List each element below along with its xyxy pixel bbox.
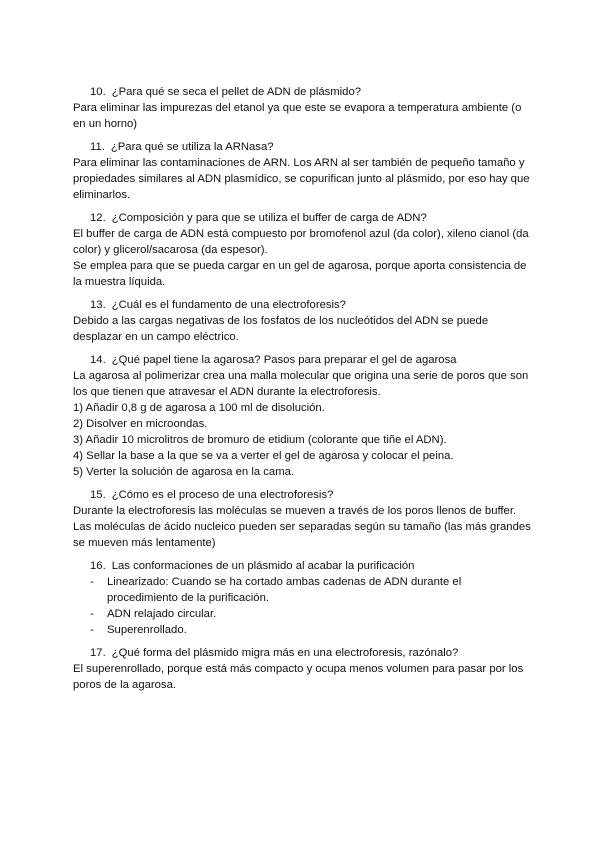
list-item-text: Linearizado: Cuando se ha cortado ambas cadenas de ADN durante el procedimiento de la purificación. bbox=[107, 576, 462, 604]
question-text: ¿Composición y para que se utiliza el buffer de carga de ADN? bbox=[111, 212, 427, 224]
question-text: Las conformaciones de un plásmido al acabar la purificación bbox=[111, 560, 415, 572]
question-number: 13. bbox=[90, 299, 106, 311]
question-text: ¿Cómo es el proceso de una electroforesis? bbox=[111, 489, 334, 501]
step-item: 1) Añadir 0,8 g de agarosa a 100 ml de disolución. bbox=[73, 402, 325, 414]
question-text: ¿Para qué se seca el pellet de ADN de plásmido? bbox=[111, 86, 362, 98]
question-number: 12. bbox=[90, 212, 106, 224]
question-block-15 bbox=[73, 487, 533, 551]
answer-paragraph: La agarosa al polimerizar crea una malla molecular que origina una serie de poros que son los que tienen que atravesar el ADN durante la electroforesis. bbox=[73, 370, 529, 398]
question-block-13 bbox=[73, 297, 533, 345]
question-heading bbox=[73, 210, 533, 226]
question-number: 11. bbox=[90, 141, 105, 153]
answer-paragraph: El buffer de carga de ADN está compuesto por bromofenol azul (da color), xileno cianol (da color) y glicerol/sacarosa (da espesor). bbox=[73, 228, 529, 256]
question-block-10 bbox=[73, 84, 533, 132]
answer-paragraph: Debido a las cargas negativas de los fosfatos de los nucleótidos del ADN se puede desplazar en un campo eléctrico. bbox=[73, 315, 489, 343]
question-text: ¿Qué forma del plásmido migra más en una electroforesis, razónalo? bbox=[111, 647, 459, 659]
conformation-list bbox=[73, 574, 533, 638]
question-heading bbox=[73, 297, 533, 313]
question-heading bbox=[73, 84, 533, 100]
step-item: 2) Disolver en microondas. bbox=[73, 418, 208, 430]
question-block-11 bbox=[73, 139, 533, 203]
question-block-14 bbox=[73, 352, 533, 480]
question-block-12 bbox=[73, 210, 533, 290]
question-number: 14. bbox=[90, 354, 106, 366]
question-block-17 bbox=[73, 645, 533, 693]
question-number: 15. bbox=[90, 489, 106, 501]
question-text: ¿Qué papel tiene la agarosa? Pasos para preparar el gel de agarosa bbox=[111, 354, 457, 366]
question-heading bbox=[73, 558, 533, 574]
answer-paragraph: Para eliminar las contaminaciones de ARN. Los ARN al ser también de pequeño tamaño y propiedades similares al ADN plasmídico, se copurifican junto al plásmido, por eso hay que eliminarlos. bbox=[73, 157, 530, 201]
question-heading bbox=[73, 487, 533, 503]
question-number: 17. bbox=[90, 647, 106, 659]
bullet-marker: - bbox=[90, 608, 94, 620]
question-heading bbox=[73, 352, 533, 368]
step-item: 5) Verter la solución de agarosa en la cama. bbox=[73, 466, 295, 478]
question-text: ¿Para qué se utiliza la ARNasa? bbox=[110, 141, 274, 153]
answer-paragraph: Las moléculas de ácido nucleico pueden ser separadas según su tamaño (las más grandes se mueven más lentamente) bbox=[73, 521, 531, 549]
step-item: 4) Sellar la base a la que se va a verter el gel de agarosa y colocar el peina. bbox=[73, 450, 454, 462]
question-block-16 bbox=[73, 558, 533, 638]
preparation-steps bbox=[73, 400, 533, 480]
answer-paragraph: El superenrollado, porque está más compacto y ocupa menos volumen para pasar por los poros de la agarosa. bbox=[73, 663, 524, 691]
question-text: ¿Cuál es el fundamento de una electroforesis? bbox=[111, 299, 346, 311]
question-number: 16. bbox=[90, 560, 106, 572]
question-heading bbox=[73, 645, 533, 661]
question-heading bbox=[73, 139, 533, 155]
step-item: 3) Añadir 10 microlitros de bromuro de etidium (colorante que tiñe el ADN). bbox=[73, 434, 447, 446]
list-item-text: Superenrollado. bbox=[107, 624, 187, 636]
list-item bbox=[73, 574, 533, 606]
list-item bbox=[73, 606, 533, 622]
answer-paragraph: Durante la electroforesis las moléculas se mueven a través de los poros llenos de buffer. bbox=[73, 505, 517, 517]
bullet-marker: - bbox=[90, 576, 94, 588]
answer-paragraph: Para eliminar las impurezas del etanol ya que este se evapora a temperatura ambiente (o en un horno) bbox=[73, 102, 522, 130]
list-item bbox=[73, 622, 533, 638]
document-content bbox=[73, 84, 533, 700]
question-number: 10. bbox=[90, 86, 106, 98]
bullet-marker: - bbox=[90, 624, 94, 636]
list-item-text: ADN relajado circular. bbox=[107, 608, 217, 620]
answer-paragraph: Se emplea para que se pueda cargar en un gel de agarosa, porque aporta consistencia de la muestra líquida. bbox=[73, 260, 527, 288]
